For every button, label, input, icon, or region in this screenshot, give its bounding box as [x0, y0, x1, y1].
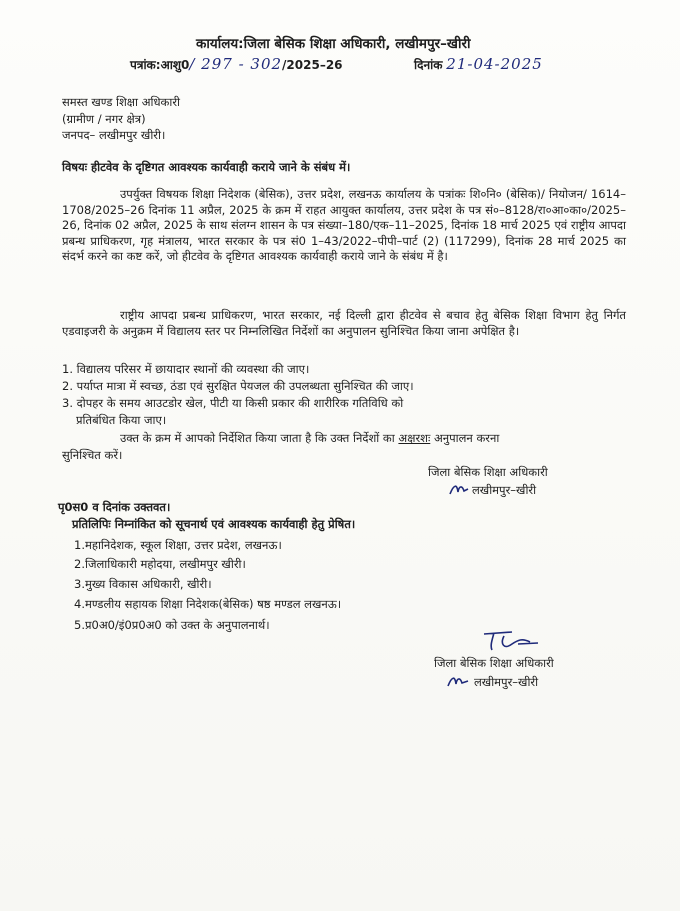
directive-item-2: 2. पर्याप्त मात्रा में स्वच्छ, ठंडा एवं सुरक्षित पेयजल की उपलब्धता सुनिश्चित की जाए।	[62, 379, 414, 393]
body-paragraph-3	[120, 431, 499, 446]
letter-number-prefix: पत्रांक:आशु0	[130, 58, 190, 72]
subject-line: विषयः हीटवेव के दृष्टिगत आवश्यक कार्यवाही कराये जाने के संबंध में।	[62, 160, 351, 174]
directive-item-1: 1. विद्यालय परिसर में छायादार स्थानों की व्यवस्था की जाए।	[62, 362, 310, 376]
signature-icon	[478, 626, 548, 656]
recipient-line-3: जनपद– लखीमपुर खीरी।	[62, 128, 166, 142]
signature-1-title: जिला बेसिक शिक्षा अधिकारी	[428, 465, 548, 479]
office-title: कार्यालय:जिला बेसिक शिक्षा अधिकारी, लखीमपुर–खीरी	[196, 36, 471, 52]
copy-heading: प्रतिलिपिः निम्नांकित को सूचनार्थ एवं आवश्यक कार्यवाही हेतु प्रेषित।	[72, 517, 356, 531]
signature-2-place: लखीमपुर–खीरी	[474, 675, 539, 689]
recipient-line-1: समस्त खण्ड शिक्षा अधिकारी	[62, 95, 181, 109]
body-paragraph-2: राष्ट्रीय आपदा प्रबन्ध प्राधिकरण, भारत सरकार, नई दिल्ली द्वारा हीटवेव से बचाव हेतु बेसिक शिक्षा विभाग हेतु निर्गत एडवाइजरी के अनुक्रम में विद्यालय स्तर पर निम्नलिखित निर्देशों का अनुपालन सुनिश्चित किया जाना अपेक्षित है।	[62, 308, 626, 338]
para3-text-a: उक्त के क्रम में आपको निर्देशित किया जाता है कि उक्त निर्देशों का	[120, 431, 399, 445]
copy-item-1: 1.महानिदेशक, स्कूल शिक्षा, उत्तर प्रदेश, लखनऊ।	[74, 538, 282, 552]
copy-reference: पृ0स0 व दिनांक उक्तवत।	[58, 500, 171, 514]
copy-item-4: 4.मण्डलीय सहायक शिक्षा निदेशक(बेसिक) षष्ठ मण्डल लखनऊ।	[74, 597, 342, 611]
date-handwritten: 21-04-2025	[446, 55, 543, 73]
directive-item-3-cont: प्रतिबंधित किया जाए।	[76, 413, 167, 427]
body-paragraph-3-cont: सुनिश्चित करें।	[62, 448, 123, 462]
letter-number-suffix: /2025–26	[282, 58, 343, 72]
directive-item-3: 3. दोपहर के समय आउटडोर खेल, पीटी या किसी प्रकार की शारीरिक गतिविधि को	[62, 396, 404, 410]
date-label: दिनांक	[414, 58, 443, 72]
copy-item-5: 5.प्र0अ0/इं0प्र0अ0 को उक्त के अनुपालनार्थ।	[74, 618, 270, 632]
recipient-line-2: (ग्रामीण / नगर क्षेत्र)	[62, 112, 146, 126]
letter-date	[414, 57, 543, 73]
letter-number-handwritten: / 297 - 302	[189, 55, 283, 73]
letter-number	[130, 57, 343, 73]
para3-text-b: अनुपालन करना	[430, 431, 500, 445]
signature-1-place: लखीमपुर–खीरी	[472, 483, 537, 497]
copy-item-2: 2.जिलाधिकारी महोदया, लखीमपुर खीरी।	[74, 557, 246, 571]
para3-underlined: अक्षरशः	[398, 431, 431, 445]
body-paragraph-1: उपर्युक्त विषयक शिक्षा निदेशक (बेसिक), उत्तर प्रदेश, लखनऊ कार्यालय के पत्रांकः शि०नि० (बेसिक)/ नियोजन/ 1614–1708/2025–26 दिनांक 11 अप्रैल, 2025 के क्रम में राहत आयुक्त कार्यालय, उत्तर प्रदेश के पत्र सं०–8128/रा०आ०का०/2025–26, दिनांक 02 अप्रैल, 2025 के साथ संलग्न शासन के पत्र संख्या–180/एक–11–2025, दिनांक 18 मार्च 2025 एवं राष्ट्रीय आपदा प्रबन्ध प्राधिकरण, गृह मंत्रालय, भारत सरकार के पत्र सं0 1–43/2022–पीपी–पार्ट (2) (117299), दिनांक 28 मार्च 2025 का संदर्भ करने का कष्ट करें, जो हीटवेव के दृष्टिगत आवश्यक कार्यवाही कराये जाने के संबंध में है।	[62, 187, 626, 263]
copy-item-3: 3.मुख्य विकास अधिकारी, खीरी।	[74, 577, 212, 591]
signature-2-title: जिला बेसिक शिक्षा अधिकारी	[434, 656, 554, 670]
initials-2-icon	[446, 672, 476, 690]
